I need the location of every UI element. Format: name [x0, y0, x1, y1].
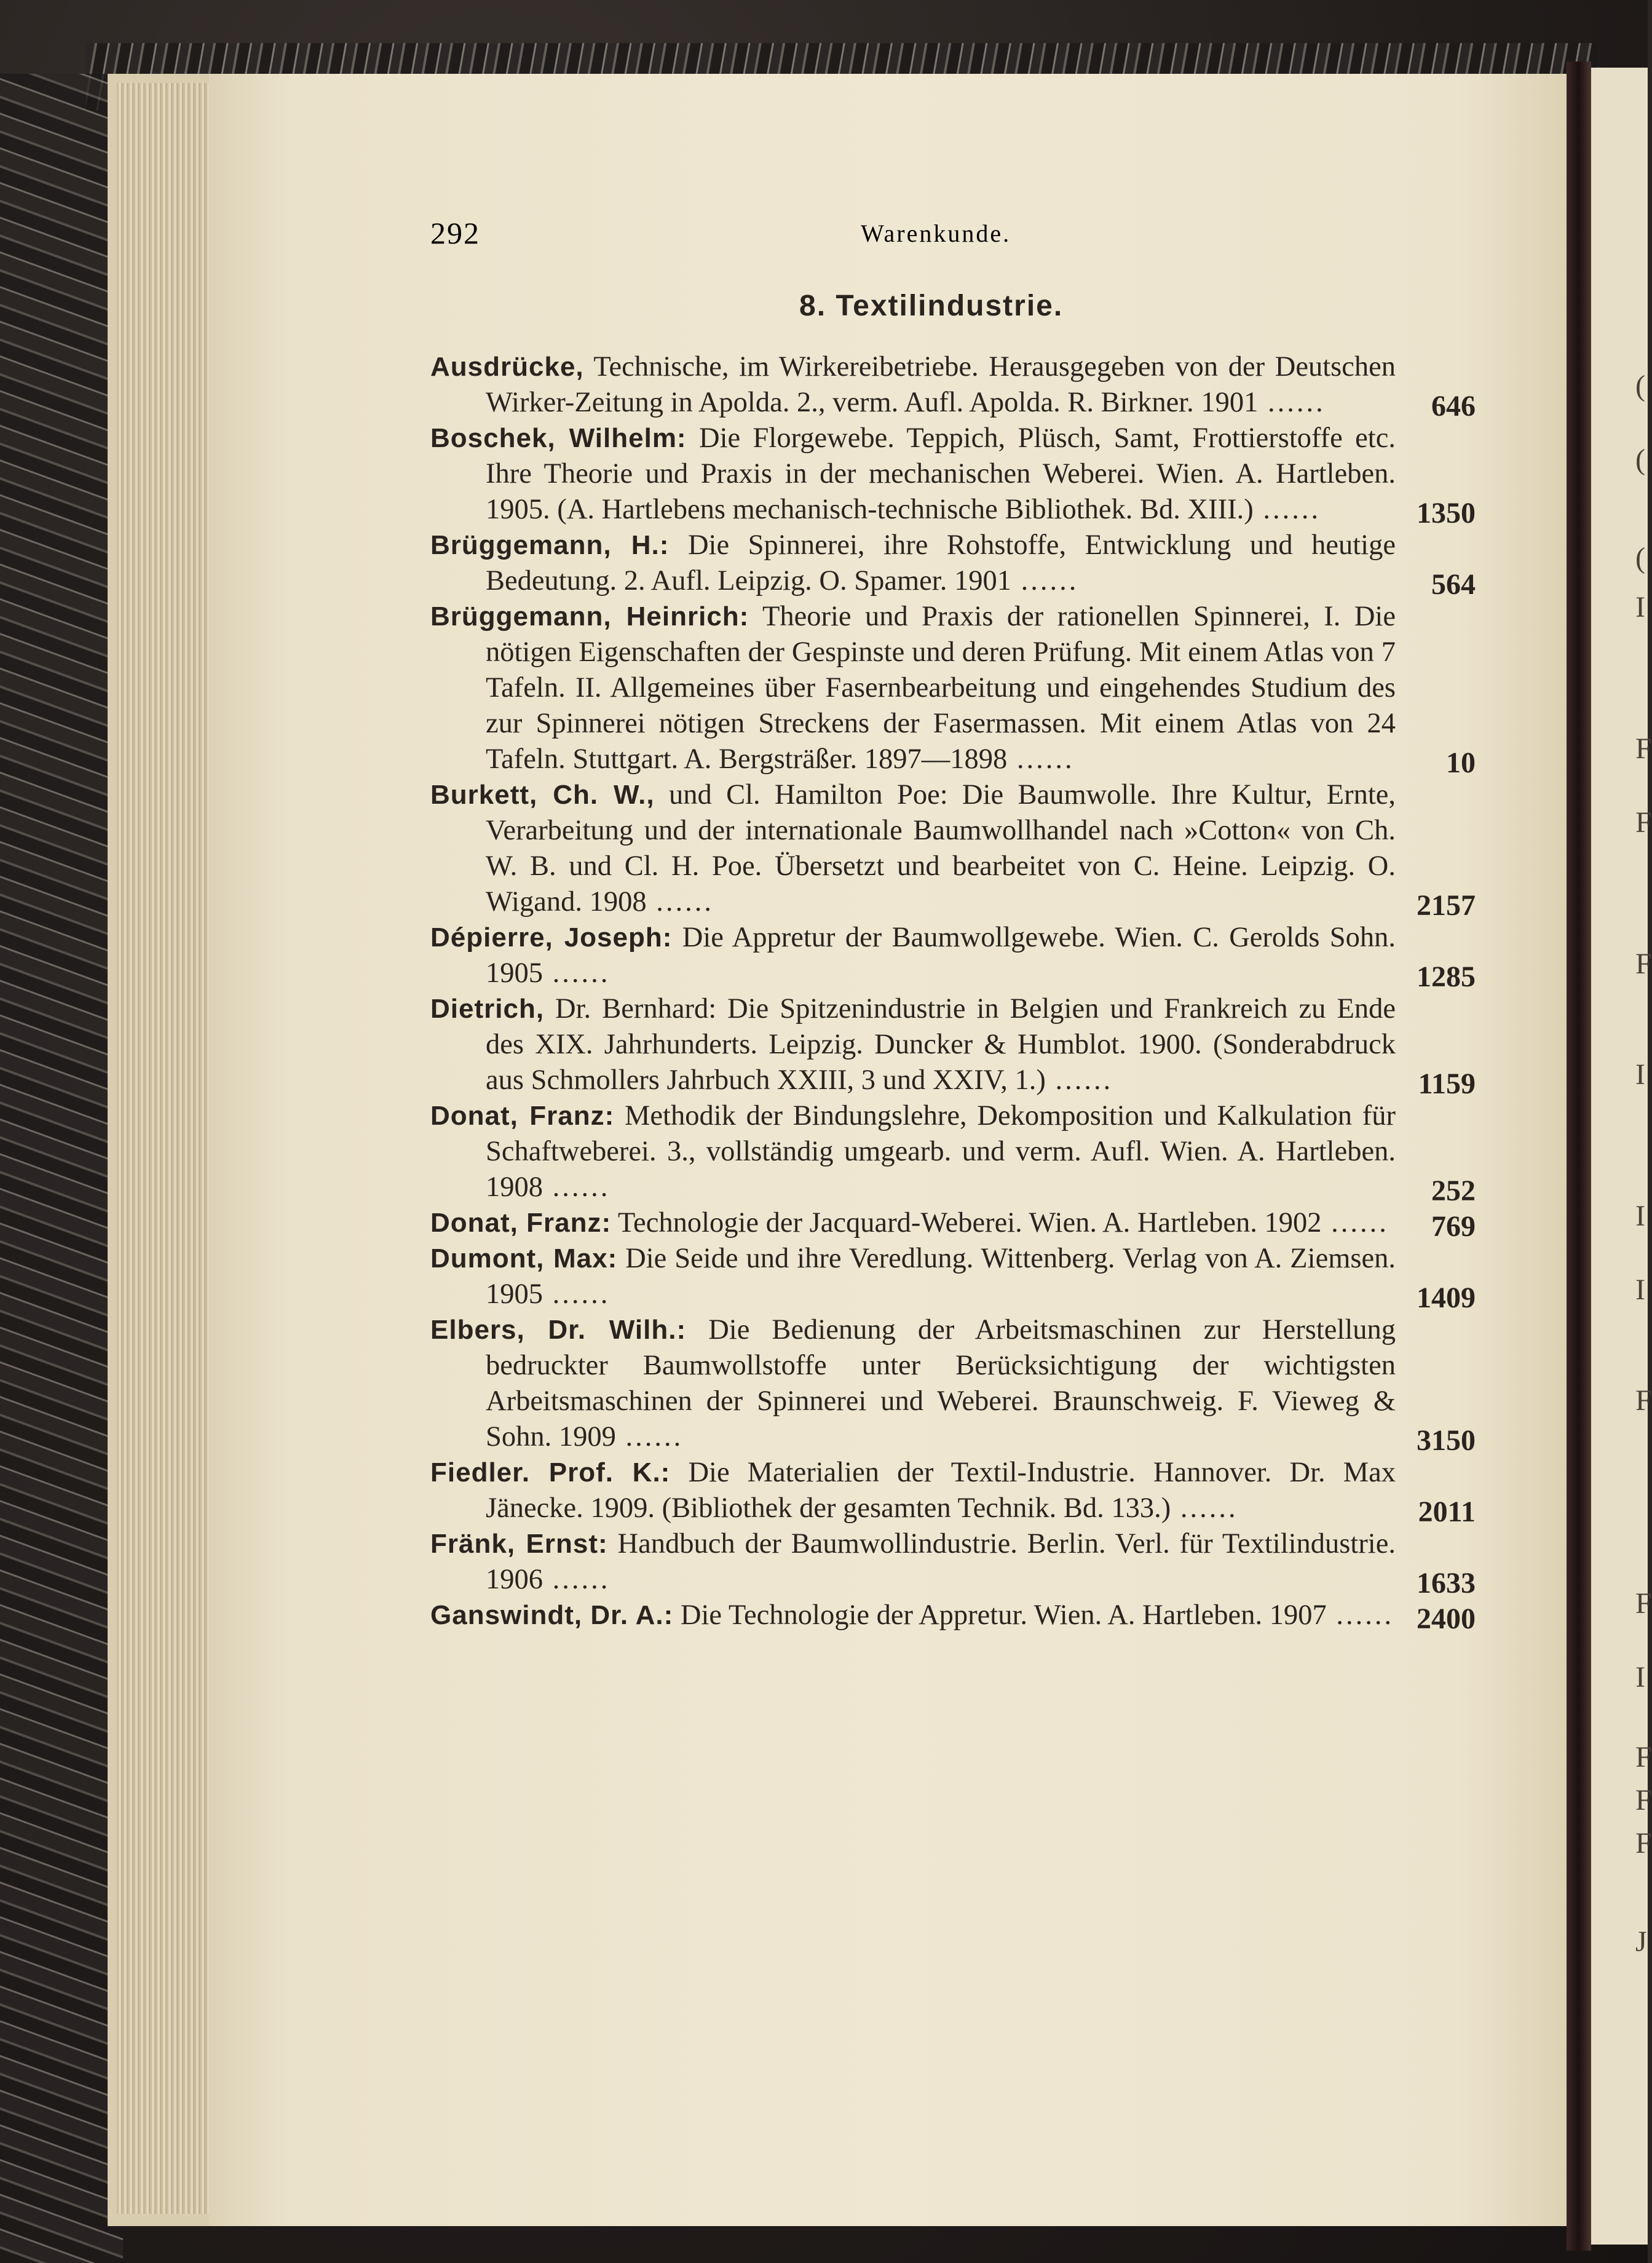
entry-description: und Cl. Hamilton Poe: Die Baumwolle. Ihre Kultur, Ernte, Verarbeitung und der internationale Baumwollhandel nach »Cotton« von Ch. W. B. und Cl. H. Poe. Übersetzt und bearbeitet von C. Heine. Leipzig. O. Wigand. 1908 — [486, 779, 1396, 917]
entry-author: Ganswindt, Dr. A.: — [430, 1600, 674, 1630]
catalog-number: 2011 — [1418, 1496, 1476, 1528]
entry-text — [430, 349, 1396, 421]
entry-description: Die Materialien der Textil-Industrie. Hannover. Dr. Max Jänecke. 1909. (Bibliothek der gesamten Technik. Bd. 133.) — [486, 1457, 1396, 1524]
dot-leader: ...... — [1007, 743, 1075, 775]
right-page-letter: I — [1635, 1274, 1645, 1306]
entry-description: Die Appretur der Baumwollgewebe. Wien. C. Gerolds Sohn. 1905 — [486, 922, 1396, 989]
bibliography-entry — [430, 777, 1476, 920]
dot-leader: ...... — [646, 886, 714, 917]
entry-description: Die Seide und ihre Veredlung. Wittenberg. Verlag von A. Ziemsen. 1905 — [486, 1243, 1396, 1310]
catalog-number: 646 — [1431, 390, 1476, 422]
catalog-number: 1409 — [1417, 1282, 1476, 1314]
right-page-letter: F — [1635, 732, 1652, 765]
right-page-letter: ( — [1635, 443, 1645, 476]
entry-description: Die Spinnerei, ihre Rohstoffe, Entwicklung und heutige Bedeutung. 2. Aufl. Leipzig. O. Spamer. 1901 — [486, 529, 1396, 596]
bibliography-entry — [430, 1598, 1476, 1633]
bibliography-entry — [430, 1455, 1476, 1526]
entry-author: Dietrich, — [430, 994, 545, 1024]
catalog-number: 1350 — [1417, 497, 1476, 529]
right-page-letter: I — [1635, 1661, 1645, 1694]
page-edges — [117, 83, 209, 2214]
entry-text — [430, 1526, 1396, 1598]
entry-author: Donat, Franz: — [430, 1101, 615, 1131]
entry-author: Brüggemann, H.: — [430, 530, 670, 560]
marbled-cover-left — [0, 74, 123, 2263]
entry-description: Dr. Bernhard: Die Spitzenindustrie in Belgien und Frankreich zu Ende des XIX. Jahrhunderts. Leipzig. Duncker & Humblot. 1900. (Sonderabdruck aus Schmollers Jahrbuch XXIII, 3 und XXIV, 1.) — [486, 993, 1396, 1096]
entry-author: Burkett, Ch. W., — [430, 780, 655, 810]
entry-text — [430, 599, 1396, 777]
book-gutter — [1567, 61, 1591, 2251]
bibliography-entry — [430, 599, 1476, 777]
catalog-number: 1633 — [1417, 1567, 1476, 1599]
entry-text — [430, 421, 1396, 528]
entry-description: Handbuch der Baumwollindustrie. Berlin. Verl. für Textilindustrie. 1906 — [486, 1528, 1396, 1595]
right-page-letter: I — [1635, 1058, 1645, 1091]
entry-description: Die Technologie der Appretur. Wien. A. Hartleben. 1907 — [673, 1599, 1327, 1631]
dot-leader: ...... — [1011, 565, 1079, 596]
dot-leader: ...... — [1321, 1207, 1389, 1239]
page-number: 292 — [430, 216, 480, 250]
dot-leader: ...... — [1045, 1064, 1113, 1096]
entry-author: Ausdrücke, — [430, 352, 584, 382]
right-page-letter: I — [1635, 591, 1645, 624]
catalog-number: 1285 — [1417, 961, 1476, 993]
catalog-number: 2400 — [1417, 1603, 1476, 1635]
dot-leader: ...... — [543, 957, 611, 989]
entry-description: Die Florgewebe. Teppich, Plüsch, Samt, Frottierstoffe etc. Ihre Theorie und Praxis in der mechanischen Weberei. Wien. A. Hartleben. 1905. (A. Hartlebens mechanisch-technische Bibliothek. Bd. XIII.) — [486, 422, 1396, 525]
entry-text — [430, 1312, 1396, 1455]
bibliography-entry — [430, 1241, 1476, 1312]
entry-text — [430, 920, 1396, 991]
entry-text — [430, 1098, 1396, 1205]
entry-text — [430, 1455, 1396, 1526]
bibliography-entry — [430, 349, 1476, 421]
right-page-letter: F — [1635, 1741, 1652, 1774]
catalog-number: 10 — [1446, 747, 1476, 779]
dot-leader: ...... — [543, 1564, 611, 1595]
catalog-number: 564 — [1431, 568, 1476, 601]
bibliography-entry — [430, 421, 1476, 528]
right-page-letter: ( — [1635, 542, 1645, 574]
right-page-letter: J — [1635, 1925, 1647, 1958]
entry-description: Technische, im Wirkereibetriebe. Herausgegeben von der Deutschen Wirker-Zeitung in Apolda. 2., verm. Aufl. Apolda. R. Birkner. 1901 — [486, 351, 1396, 418]
dot-leader: ...... — [1258, 387, 1326, 418]
entry-author: Donat, Franz: — [430, 1208, 612, 1238]
dot-leader: ...... — [543, 1171, 611, 1203]
entry-text — [430, 991, 1396, 1098]
right-page-letter: F — [1635, 948, 1652, 980]
catalog-number: 2157 — [1417, 889, 1476, 922]
entry-description: Technologie der Jacquard-Weberei. Wien. A. Hartleben. 1902 — [611, 1207, 1322, 1239]
bibliography-entry — [430, 991, 1476, 1098]
dot-leader: ...... — [1253, 494, 1321, 525]
right-page-letter: F — [1635, 1384, 1652, 1417]
entry-text — [430, 528, 1396, 599]
running-title: Warenkunde. — [861, 220, 1011, 247]
right-page-letter: F — [1635, 806, 1652, 839]
bibliography-entry — [430, 1526, 1476, 1598]
catalog-number: 769 — [1431, 1210, 1476, 1243]
entry-author: Brüggemann, Heinrich: — [430, 601, 749, 632]
catalog-number: 3150 — [1417, 1424, 1476, 1457]
entry-text — [430, 1241, 1396, 1312]
entry-description: Die Bedienung der Arbeitsmaschinen zur Herstellung bedruckter Baumwollstoffe unter Berücksichtigung der wichtigsten Arbeitsmaschinen der Spinnerei und Weberei. Braunschweig. F. Vieweg & Sohn. 1909 — [486, 1314, 1396, 1453]
bibliography-entry — [430, 1205, 1476, 1241]
section-title: 8. Textilindustrie. — [799, 290, 1064, 322]
dot-leader: ...... — [543, 1278, 611, 1310]
right-page-letter: F — [1635, 1784, 1652, 1817]
right-page-letter: ( — [1635, 370, 1645, 402]
entry-description: Methodik der Bindungslehre, Dekomposition und Kalkulation für Schaftweberei. 3., vollständig umgearb. und verm. Aufl. Wien. A. Hartleben. 1908 — [486, 1100, 1396, 1203]
catalog-number: 1159 — [1418, 1068, 1476, 1100]
entry-description: Theorie und Praxis der rationellen Spinnerei, I. Die nötigen Eigenschaften der Gespinste und deren Prüfung. Mit einem Atlas von 7 Tafeln. II. Allgemeines über Fasernbearbeitung und eingehendes Studium des zur Spinnerei nötigen Streckens der Fasermassen. Mit einem Atlas von 24 Tafeln. Stuttgart. A. Bergsträßer. 1897—1898 — [486, 601, 1396, 775]
dot-leader: ...... — [1326, 1599, 1394, 1631]
right-page-letter: F — [1635, 1587, 1652, 1620]
entry-author: Dumont, Max: — [430, 1243, 618, 1274]
entry-author: Boschek, Wilhelm: — [430, 423, 687, 453]
entry-author: Fränk, Ernst: — [430, 1529, 608, 1559]
catalog-number: 252 — [1431, 1175, 1476, 1207]
bibliography-entry — [430, 1098, 1476, 1205]
entry-author: Elbers, Dr. Wilh.: — [430, 1315, 687, 1345]
bibliography-entry — [430, 920, 1476, 991]
entry-author: Fiedler. Prof. K.: — [430, 1457, 671, 1488]
entry-text — [430, 1598, 1396, 1633]
entry-text — [430, 777, 1396, 920]
right-page-letter: F — [1635, 1827, 1652, 1860]
dot-leader: ...... — [615, 1421, 684, 1453]
dot-leader: ...... — [1171, 1492, 1238, 1524]
entry-text — [430, 1205, 1396, 1241]
bibliography-list — [430, 349, 1476, 1633]
running-head — [430, 215, 1426, 252]
bibliography-entry — [430, 528, 1476, 599]
right-page-letter: I — [1635, 1200, 1645, 1232]
entry-author: Dépierre, Joseph: — [430, 922, 673, 953]
bibliography-entry — [430, 1312, 1476, 1455]
